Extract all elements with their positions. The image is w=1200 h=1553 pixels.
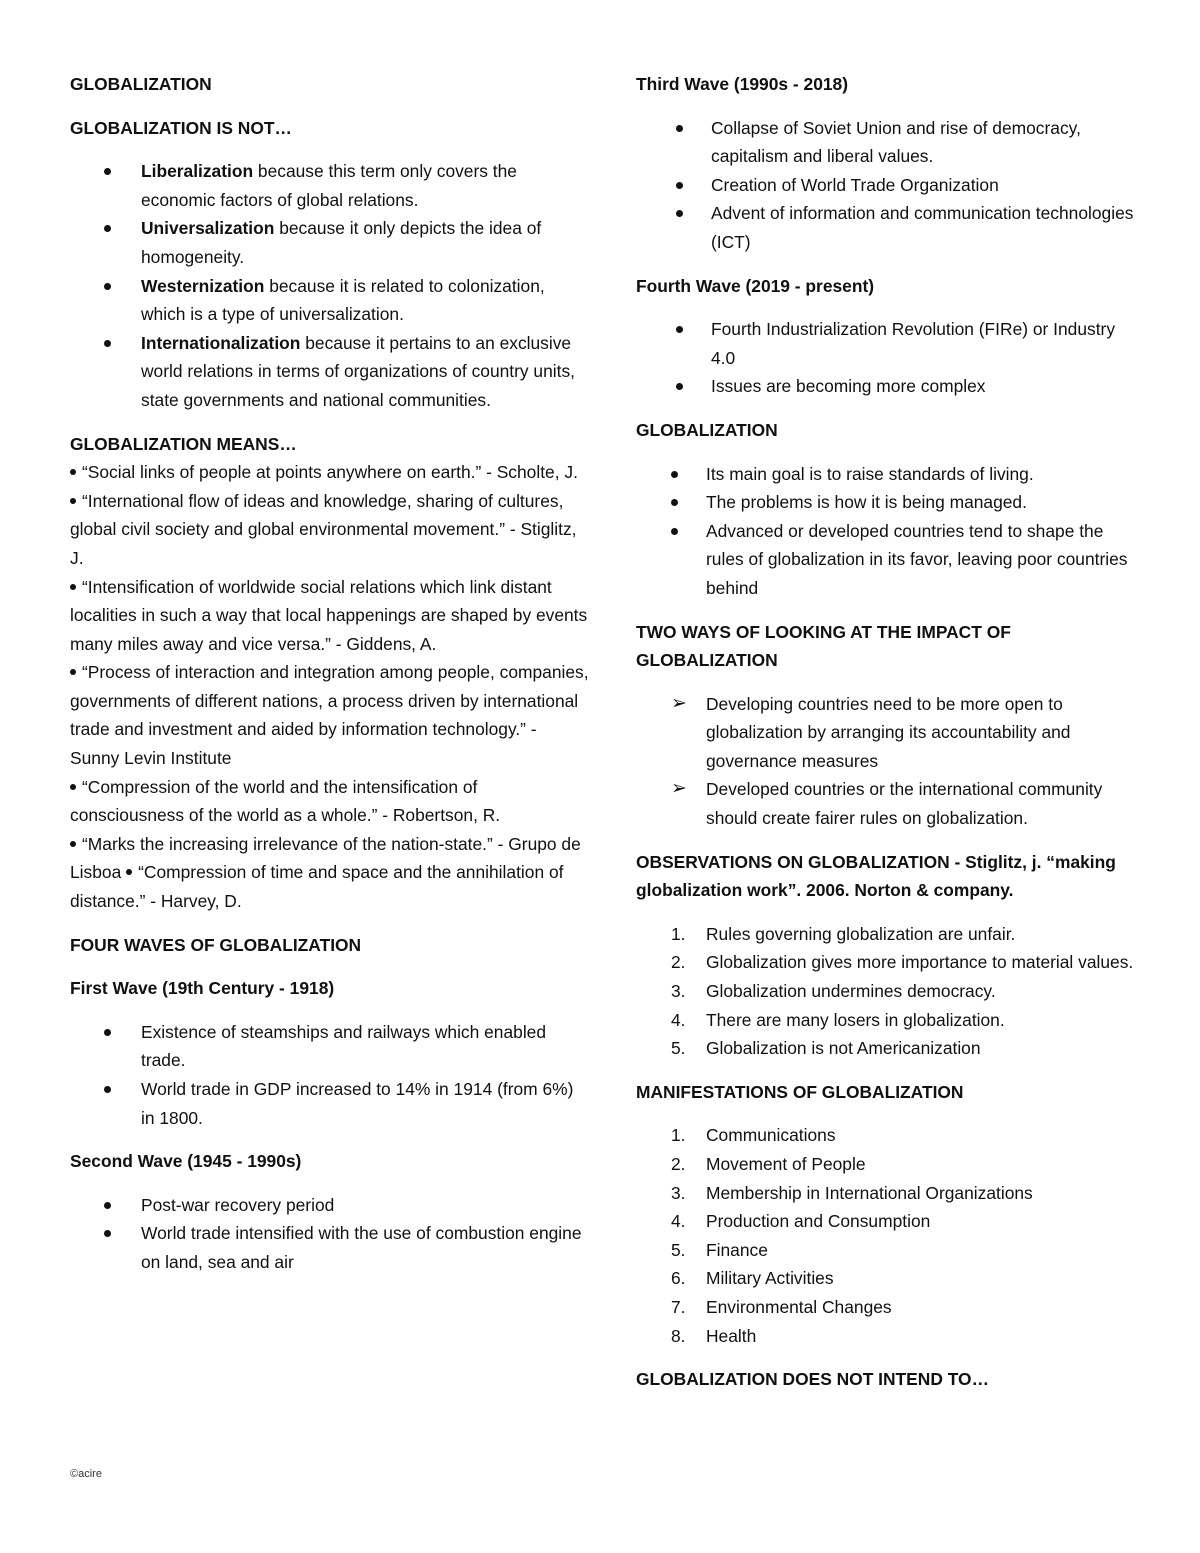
list-number: 3. xyxy=(671,1182,686,1203)
list-item: Advent of information and communication technologies (ICT) xyxy=(636,199,1136,256)
list-item: The problems is how it is being managed. xyxy=(636,488,1136,517)
list-item: 4. There are many losers in globalization. xyxy=(636,1006,1136,1035)
bullet-icon xyxy=(676,372,683,390)
list-item: Universalization because it only depicts the idea of homogeneity. xyxy=(70,214,590,271)
arrow-bullet-icon: ➢ xyxy=(671,778,687,800)
list-number: 1. xyxy=(671,1125,686,1146)
arrow-bullet-icon: ➢ xyxy=(671,692,687,714)
list-item: 1. Rules governing globalization are unfair. xyxy=(636,920,1136,949)
third-wave-heading: Third Wave (1990s - 2018) xyxy=(636,74,848,94)
quote-paragraph: “Process of interaction and integration among people, companies, governments of different nations, a process driven by international trade and investment and aided by information technology.” - Sunny Levin Institute xyxy=(70,662,589,769)
list-number: 8. xyxy=(671,1325,686,1346)
second-wave-heading: Second Wave (1945 - 1990s) xyxy=(70,1151,302,1172)
list-item: Fourth Industrialization Revolution (FIRe) or Industry 4.0 xyxy=(636,315,1136,372)
quote-paragraph: “Compression of the world and the intensification of consciousness of the world as a whole.” - Robertson, R. xyxy=(70,776,501,826)
list-item: 5. Finance xyxy=(636,1236,1136,1265)
bullet-icon xyxy=(676,315,683,333)
observations-heading: OBSERVATIONS ON GLOBALIZATION - Stiglitz, j. “making globalization work”. 2006. Norton & company. xyxy=(636,851,1116,901)
bullet-icon xyxy=(104,272,111,290)
list-item: Its main goal is to raise standards of living. xyxy=(636,460,1136,489)
third-wave-list xyxy=(636,114,1136,257)
list-item: World trade intensified with the use of combustion engine on land, sea and air xyxy=(70,1219,590,1276)
list-item: 4. Production and Consumption xyxy=(636,1207,1136,1236)
first-wave-list xyxy=(70,1018,590,1132)
bullet-icon xyxy=(70,469,76,475)
list-item: Collapse of Soviet Union and rise of democracy, capitalism and liberal values. xyxy=(636,114,1136,171)
list-item: Post-war recovery period xyxy=(70,1191,590,1220)
two-ways-heading: TWO WAYS OF LOOKING AT THE IMPACT OF GLOBALIZATION xyxy=(636,621,1011,671)
bullet-icon xyxy=(70,669,76,675)
list-item: 2. Globalization gives more importance to material values. xyxy=(636,948,1136,977)
list-item: Existence of steamships and railways which enabled trade. xyxy=(70,1018,590,1075)
list-number: 6. xyxy=(671,1268,686,1289)
list-number: 1. xyxy=(671,923,686,944)
list-number: 5. xyxy=(671,1038,686,1059)
list-number: 4. xyxy=(671,1009,686,1030)
manifestations-list xyxy=(636,1121,1136,1350)
list-item: Liberalization because this term only covers the economic factors of global relations. xyxy=(70,157,590,214)
list-item: ➢ Developing countries need to be more open to globalization by arranging its accountability and governance measures xyxy=(636,690,1136,776)
quote-paragraph: “International flow of ideas and knowledge, sharing of cultures, global civil society and global environmental movement.” - Stiglitz, J. xyxy=(70,490,577,568)
globalization-heading: GLOBALIZATION xyxy=(636,419,778,440)
list-item: 2. Movement of People xyxy=(636,1150,1136,1179)
list-number: 7. xyxy=(671,1296,686,1317)
left-column xyxy=(70,70,590,1277)
manifestations-heading: MANIFESTATIONS OF GLOBALIZATION xyxy=(636,1081,964,1102)
list-item: Issues are becoming more complex xyxy=(636,372,1136,401)
bullet-icon xyxy=(676,114,683,132)
bullet-icon xyxy=(104,329,111,347)
fourth-wave-heading: Fourth Wave (2019 - present) xyxy=(636,275,875,296)
means-heading: GLOBALIZATION MEANS… xyxy=(70,433,297,454)
list-number: 4. xyxy=(671,1211,686,1232)
bullet-icon xyxy=(671,460,678,478)
bullet-icon xyxy=(70,841,76,847)
bullet-icon xyxy=(126,869,132,875)
bullet-icon xyxy=(70,584,76,590)
list-number: 3. xyxy=(671,981,686,1002)
list-item: Creation of World Trade Organization xyxy=(636,171,1136,200)
list-item: Advanced or developed countries tend to shape the rules of globalization in its favor, leaving poor countries behind xyxy=(636,517,1136,603)
quote-paragraph: “Intensification of worldwide social relations which link distant localities in such a way that local happenings are shaped by events many miles away and vice versa.” - Giddens, A. xyxy=(70,576,588,654)
bullet-icon xyxy=(104,157,111,175)
list-number: 2. xyxy=(671,1154,686,1174)
bullet-icon xyxy=(104,1018,111,1036)
waves-heading: FOUR WAVES OF GLOBALIZATION xyxy=(70,934,362,955)
second-wave-list xyxy=(70,1191,590,1277)
quote-paragraph: “Social links of people at points anywhere on earth.” - Scholte, J. xyxy=(70,458,590,487)
list-item: 8. Health xyxy=(636,1322,1136,1351)
not-heading: GLOBALIZATION IS NOT… xyxy=(70,117,292,138)
bullet-icon xyxy=(676,199,683,217)
quote-paragraph: “Marks the increasing irrelevance of the nation-state.” - Grupo de Lisboa “Compression of time and space and the annihilation of distance.” - Harvey, D. xyxy=(70,833,581,912)
list-item: 5. Globalization is not Americanization xyxy=(636,1034,1136,1063)
list-item: 3. Membership in International Organizations xyxy=(636,1179,1136,1208)
list-item: Westernization because it is related to colonization, which is a type of universalization. xyxy=(70,272,590,329)
bullet-icon xyxy=(104,214,111,232)
footer-credit: ©acire xyxy=(70,1468,102,1480)
list-item: ➢ Developed countries or the international community should create fairer rules on globalization. xyxy=(636,775,1136,832)
list-item: 1. Communications xyxy=(636,1121,1136,1150)
bullet-icon xyxy=(676,171,683,189)
fourth-wave-list xyxy=(636,315,1136,401)
bullet-icon xyxy=(671,517,678,535)
not-list xyxy=(70,157,590,414)
bullet-icon xyxy=(104,1219,111,1237)
bullet-icon xyxy=(104,1075,111,1093)
bullet-icon xyxy=(70,784,76,790)
list-item: World trade in GDP increased to 14% in 1914 (from 6%) in 1800. xyxy=(70,1075,590,1132)
list-number: 5. xyxy=(671,1239,686,1260)
bullet-icon xyxy=(70,498,76,504)
observations-list xyxy=(636,920,1136,1063)
page-title: GLOBALIZATION xyxy=(70,74,212,94)
does-not-heading: GLOBALIZATION DOES NOT INTEND TO… xyxy=(636,1369,989,1390)
two-ways-list xyxy=(636,690,1136,833)
right-column xyxy=(636,70,1136,1394)
bullet-icon xyxy=(671,488,678,506)
bullet-icon xyxy=(104,1191,111,1209)
list-number: 2. xyxy=(671,952,686,973)
list-item: 7. Environmental Changes xyxy=(636,1293,1136,1322)
globalization-list xyxy=(636,460,1136,603)
first-wave-heading: First Wave (19th Century - 1918) xyxy=(70,978,335,999)
list-item: Internationalization because it pertains to an exclusive world relations in terms of organizations of country units, state governments and national communities. xyxy=(70,329,590,415)
list-item: 6. Military Activities xyxy=(636,1264,1136,1293)
list-item: 3. Globalization undermines democracy. xyxy=(636,977,1136,1006)
